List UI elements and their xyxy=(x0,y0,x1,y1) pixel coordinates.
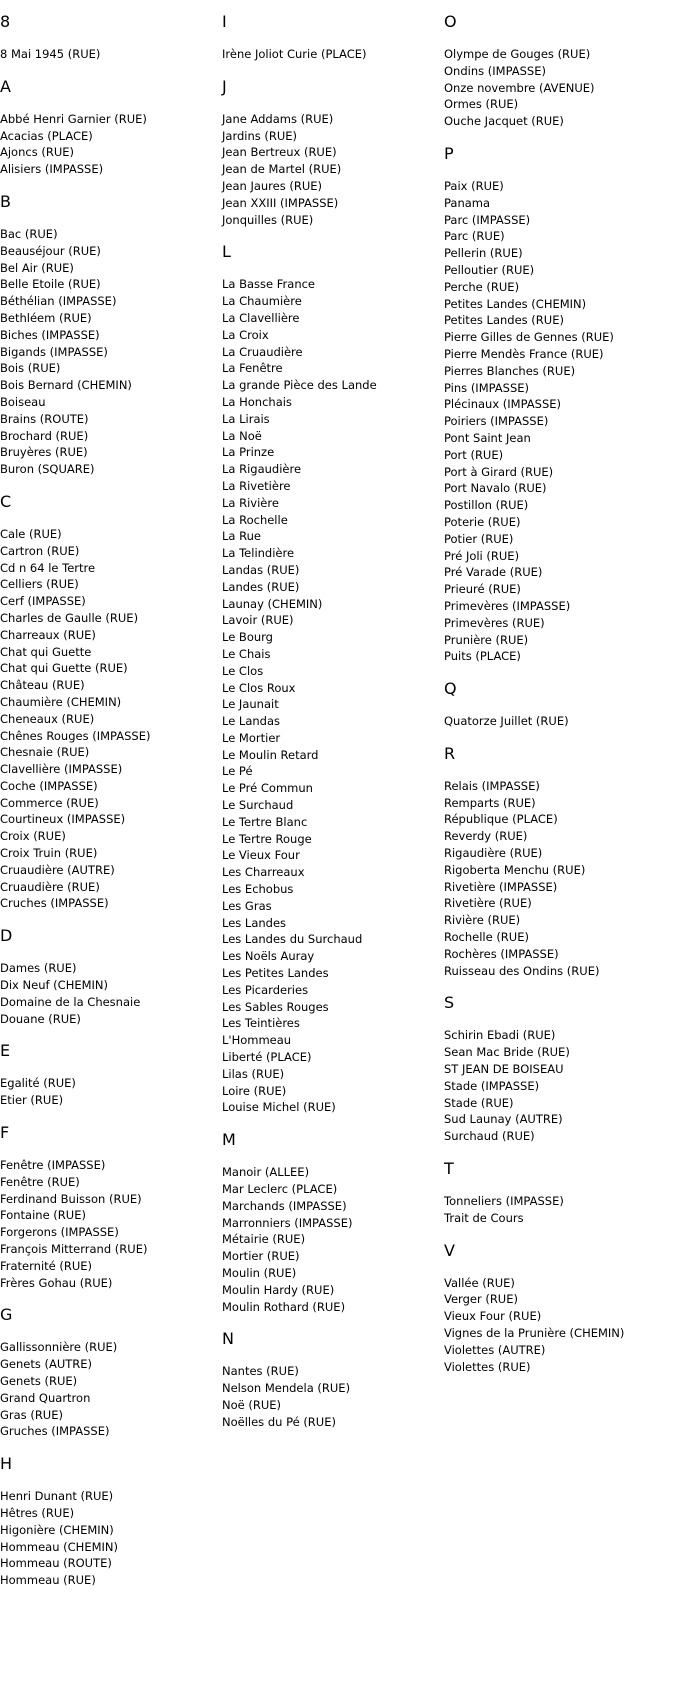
street-name: Pins (IMPASSE) xyxy=(444,380,530,395)
street-name: Puits (PLACE) xyxy=(444,649,521,664)
street-name: Croix Truin (RUE) xyxy=(0,846,98,861)
street-name: Moulin (RUE) xyxy=(222,1266,297,1280)
street-list xyxy=(0,1075,215,1109)
street-name: Moulin Rothard (RUE) xyxy=(222,1299,346,1314)
street-name: Brochard (RUE) xyxy=(0,428,89,443)
street-name: Tonneliers (IMPASSE) xyxy=(444,1194,564,1209)
street-name: Cruaudière (AUTRE) xyxy=(0,862,115,877)
street-name: Gallissonnière (RUE) xyxy=(0,1340,118,1355)
street-name: Charreaux (RUE) xyxy=(0,627,96,642)
street-list xyxy=(222,111,437,229)
street-name: Abbé Henri Garnier (RUE) xyxy=(0,111,147,126)
street-name: Le Tertre Blanc xyxy=(222,814,308,829)
street-name: Cerf (IMPASSE) xyxy=(0,594,86,609)
street-name: Nantes (RUE) xyxy=(222,1364,299,1379)
street-name: Ormes (RUE) xyxy=(444,97,519,112)
letter-section xyxy=(0,1041,215,1109)
section-letter-heading: B xyxy=(0,191,11,211)
street-name: Le Moulin Retard xyxy=(222,747,319,762)
street-name: Les Gras xyxy=(222,898,272,913)
street-name: La Rigaudière xyxy=(222,462,302,477)
street-name: La Rivetière xyxy=(222,478,291,493)
street-name: Petites Landes (CHEMIN) xyxy=(444,296,587,311)
street-name: La Honchais xyxy=(222,394,292,409)
street-name: Violettes (RUE) xyxy=(444,1359,531,1374)
street-name: Launay (CHEMIN) xyxy=(222,596,323,611)
street-name: Le Clos xyxy=(222,663,264,678)
section-letter-heading: E xyxy=(0,1041,11,1061)
street-name: La Chaumière xyxy=(222,294,302,309)
street-name: Les Landes du Surchaud xyxy=(222,932,363,947)
street-list xyxy=(222,46,437,63)
street-name: Jardins (RUE) xyxy=(222,128,298,143)
street-name: Chesnaie (RUE) xyxy=(0,745,90,760)
street-list xyxy=(222,276,437,1116)
street-list xyxy=(444,46,659,130)
street-name: Quatorze Juillet (RUE) xyxy=(444,714,569,729)
street-name: Marronniers (IMPASSE) xyxy=(222,1215,353,1230)
street-name: La Fenêtre xyxy=(222,361,283,376)
street-name: Rigaudière (RUE) xyxy=(444,846,543,861)
street-name: La Rochelle xyxy=(222,512,288,527)
street-name: La grande Pièce des Lande xyxy=(222,378,377,393)
street-name: Cale (RUE) xyxy=(0,526,62,541)
street-name: Pierre Mendès France (RUE) xyxy=(444,346,604,361)
street-name: Cruaudière (RUE) xyxy=(0,879,100,894)
section-letter-heading: V xyxy=(444,1240,455,1260)
street-name: Bois (RUE) xyxy=(0,361,61,376)
street-name: Cd n 64 le Tertre xyxy=(0,560,96,575)
letter-section xyxy=(444,679,659,730)
street-name: Cruches (IMPASSE) xyxy=(0,896,109,911)
street-name: Jane Addams (RUE) xyxy=(222,111,334,126)
street-name: Les Charreaux xyxy=(222,865,305,880)
street-name: Jean Bertreux (RUE) xyxy=(222,145,337,160)
letter-section xyxy=(444,1159,659,1227)
letter-section xyxy=(222,1130,437,1315)
street-name: La Croix xyxy=(222,327,269,342)
street-name: Jean XXIII (IMPASSE) xyxy=(222,195,339,210)
street-name: Ferdinand Buisson (RUE) xyxy=(0,1191,142,1206)
street-name: Ajoncs (RUE) xyxy=(0,145,75,160)
section-letter-heading: O xyxy=(444,12,457,31)
street-name: Liberté (PLACE) xyxy=(222,1050,312,1065)
street-name: Le Jaunait xyxy=(222,697,279,712)
street-name: Rivetière (RUE) xyxy=(444,896,532,911)
street-name: Lavoir (RUE) xyxy=(222,613,294,628)
street-name: Acacias (PLACE) xyxy=(0,128,93,143)
street-name: L'Hommeau xyxy=(222,1033,292,1048)
street-name: Trait de Cours xyxy=(444,1210,524,1225)
street-name: Pont Saint Jean xyxy=(444,430,531,445)
street-name: Jean Jaures (RUE) xyxy=(222,178,323,193)
street-name: Clavellière (IMPASSE) xyxy=(0,762,123,777)
street-name: Rigoberta Menchu (RUE) xyxy=(444,862,586,877)
letter-section xyxy=(444,993,659,1145)
letter-section xyxy=(0,192,215,478)
street-name: Bois Bernard (CHEMIN) xyxy=(0,378,132,393)
street-name: Croix (RUE) xyxy=(0,829,66,844)
section-letter-heading: 8 xyxy=(0,12,11,31)
street-name: Primevères (IMPASSE) xyxy=(444,598,571,613)
street-name: Egalité (RUE) xyxy=(0,1076,76,1091)
street-name: Pierre Gilles de Gennes (RUE) xyxy=(444,330,614,345)
street-name: Surchaud (RUE) xyxy=(444,1129,535,1144)
street-name: La Noë xyxy=(222,428,262,443)
street-name: Grand Quartron xyxy=(0,1390,91,1405)
street-name: Schirin Ebadi (RUE) xyxy=(444,1028,556,1043)
street-name: Mortier (RUE) xyxy=(222,1249,300,1264)
street-name: Poterie (RUE) xyxy=(444,514,521,529)
street-name: République (PLACE) xyxy=(444,812,558,827)
street-list xyxy=(444,1275,659,1376)
street-name: Gras (RUE) xyxy=(0,1407,63,1422)
column-1 xyxy=(0,0,215,1603)
street-name: Domaine de la Chesnaie xyxy=(0,994,141,1009)
street-name: Dames (RUE) xyxy=(0,961,77,976)
street-name: Frères Gohau (RUE) xyxy=(0,1275,113,1290)
section-letter-heading: H xyxy=(0,1454,13,1474)
street-name: Fraternité (RUE) xyxy=(0,1258,93,1273)
street-name: Loire (RUE) xyxy=(222,1083,287,1098)
street-name: Bigands (IMPASSE) xyxy=(0,344,108,359)
street-name: Petites Landes (RUE) xyxy=(444,313,564,328)
street-name: Chat qui Guette xyxy=(0,644,92,659)
street-name: Les Landes xyxy=(222,915,287,930)
column-3 xyxy=(444,0,659,1389)
street-name: Hêtres (RUE) xyxy=(0,1506,75,1520)
street-name: Rivetière (IMPASSE) xyxy=(444,879,558,894)
street-list xyxy=(0,960,215,1027)
street-name: Relais (IMPASSE) xyxy=(444,778,540,793)
street-name: Dix Neuf (CHEMIN) xyxy=(0,978,109,993)
section-letter-heading: F xyxy=(0,1123,10,1143)
street-name: Sean Mac Bride (RUE) xyxy=(444,1045,570,1060)
street-name: Hommeau (RUE) xyxy=(0,1573,96,1588)
letter-section xyxy=(444,1241,659,1376)
street-name: Primevères (RUE) xyxy=(444,615,545,630)
section-letter-heading: G xyxy=(0,1305,13,1325)
street-list xyxy=(444,1193,659,1227)
street-name: Courtineux (IMPASSE) xyxy=(0,812,126,827)
street-name: Remparts (RUE) xyxy=(444,795,536,810)
street-name: Le Chais xyxy=(222,646,271,661)
street-name: Paix (RUE) xyxy=(444,178,504,193)
street-name: Potier (RUE) xyxy=(444,531,514,546)
street-name: Bac (RUE) xyxy=(0,226,58,241)
letter-section xyxy=(444,144,659,665)
street-name: Les Picarderies xyxy=(222,982,309,997)
street-name: Ondins (IMPASSE) xyxy=(444,63,546,78)
street-name: Genets (RUE) xyxy=(0,1374,78,1389)
street-name: 8 Mai 1945 (RUE) xyxy=(0,47,101,61)
section-letter-heading: S xyxy=(444,993,455,1013)
street-name: La Rue xyxy=(222,529,261,544)
street-name: Noëlles du Pé (RUE) xyxy=(222,1414,336,1429)
street-name: Vignes de la Prunière (CHEMIN) xyxy=(444,1326,625,1341)
street-name: Le Landas xyxy=(222,714,281,729)
street-name: Rochelle (RUE) xyxy=(444,930,529,945)
street-list xyxy=(0,46,215,63)
street-name: Poiriers (IMPASSE) xyxy=(444,414,549,429)
street-name: Port à Girard (RUE) xyxy=(444,464,554,479)
street-name: Béthélian (IMPASSE) xyxy=(0,294,117,309)
street-name: Verger (RUE) xyxy=(444,1292,518,1307)
street-name: Pré Joli (RUE) xyxy=(444,548,520,563)
street-list xyxy=(0,1339,215,1440)
street-name: Port (RUE) xyxy=(444,447,504,462)
letter-section xyxy=(0,77,215,178)
letter-section xyxy=(222,77,437,229)
section-letter-heading: T xyxy=(444,1159,454,1179)
street-name: Genets (AUTRE) xyxy=(0,1357,93,1372)
letter-section xyxy=(444,744,659,980)
street-name: Celliers (RUE) xyxy=(0,577,79,592)
street-list xyxy=(0,226,215,478)
street-name: Chênes Rouges (IMPASSE) xyxy=(0,728,151,743)
street-name: Pellerin (RUE) xyxy=(444,246,523,261)
street-name: Les Teintières xyxy=(222,1016,300,1031)
street-list xyxy=(0,111,215,178)
street-name: La Prinze xyxy=(222,445,275,460)
street-name: Postillon (RUE) xyxy=(444,498,529,513)
street-name: Buron (SQUARE) xyxy=(0,462,95,477)
street-name: Les Petites Landes xyxy=(222,966,329,981)
street-name: Fenêtre (RUE) xyxy=(0,1174,80,1189)
street-name: Forgerons (IMPASSE) xyxy=(0,1225,119,1240)
street-name: Lilas (RUE) xyxy=(222,1066,285,1081)
street-list xyxy=(222,1164,437,1315)
street-name: Reverdy (RUE) xyxy=(444,829,528,844)
letter-section xyxy=(222,1329,437,1430)
street-name: Panama xyxy=(444,195,491,210)
street-name: La Rivière xyxy=(222,495,279,510)
street-name: Hommeau (ROUTE) xyxy=(0,1556,112,1571)
street-list xyxy=(444,1027,659,1145)
street-name: Ruisseau des Ondins (RUE) xyxy=(444,963,600,978)
street-name: Marchands (IMPASSE) xyxy=(222,1198,347,1213)
street-name: Perche (RUE) xyxy=(444,279,520,294)
street-name: Le Bourg xyxy=(222,630,273,645)
street-name: Sud Launay (AUTRE) xyxy=(444,1112,563,1127)
section-letter-heading: L xyxy=(222,242,231,262)
street-name: Fenêtre (IMPASSE) xyxy=(0,1158,106,1173)
letter-section xyxy=(222,12,437,63)
letter-section xyxy=(0,1454,215,1589)
street-name: Rochères (IMPASSE) xyxy=(444,946,559,961)
street-name: La Cruaudière xyxy=(222,344,303,359)
letter-section xyxy=(444,12,659,130)
street-name: Plécinaux (IMPASSE) xyxy=(444,397,562,412)
street-name: Beauséjour (RUE) xyxy=(0,243,101,258)
street-name: ST JEAN DE BOISEAU xyxy=(444,1062,564,1077)
street-list xyxy=(444,713,659,730)
street-name: Hommeau (CHEMIN) xyxy=(0,1539,118,1554)
street-name: Gruches (IMPASSE) xyxy=(0,1424,110,1439)
section-letter-heading: N xyxy=(222,1329,234,1349)
street-name: La Lirais xyxy=(222,411,270,426)
street-name: François Mitterrand (RUE) xyxy=(0,1242,148,1257)
street-name: Jean de Martel (RUE) xyxy=(222,162,342,177)
street-name: Noë (RUE) xyxy=(222,1397,282,1412)
street-name: Pierres Blanches (RUE) xyxy=(444,363,576,378)
street-name: Pelloutier (RUE) xyxy=(444,262,535,277)
street-name: Irène Joliot Curie (PLACE) xyxy=(222,47,367,61)
street-name: Jonquilles (RUE) xyxy=(222,212,314,227)
street-name: Manoir (ALLEE) xyxy=(222,1165,310,1180)
street-name: Biches (IMPASSE) xyxy=(0,327,100,342)
street-name: Le Clos Roux xyxy=(222,680,296,695)
street-name: La Basse France xyxy=(222,277,315,292)
street-name: Cheneaux (RUE) xyxy=(0,711,95,726)
street-name: Brains (ROUTE) xyxy=(0,411,89,426)
letter-section xyxy=(0,12,215,63)
street-list xyxy=(0,1157,215,1291)
street-name: Landas (RUE) xyxy=(222,562,300,577)
street-name: Le Pé xyxy=(222,764,253,779)
street-name: La Telindière xyxy=(222,546,295,561)
street-name: Vallée (RUE) xyxy=(444,1275,515,1290)
street-name: Vieux Four (RUE) xyxy=(444,1309,542,1324)
street-name: Le Pré Commun xyxy=(222,781,313,796)
street-name: Boiseau xyxy=(0,394,46,409)
street-name: Stade (IMPASSE) xyxy=(444,1078,540,1093)
street-list xyxy=(0,526,215,912)
street-name: Commerce (RUE) xyxy=(0,795,99,810)
street-name: Parc (RUE) xyxy=(444,229,505,244)
section-letter-heading: R xyxy=(444,743,456,763)
street-name: Olympe de Gouges (RUE) xyxy=(444,47,591,61)
street-name: Higonière (CHEMIN) xyxy=(0,1522,114,1537)
section-letter-heading: A xyxy=(0,76,11,96)
street-name: Landes (RUE) xyxy=(222,579,300,594)
section-letter-heading: J xyxy=(222,76,227,96)
street-name: Château (RUE) xyxy=(0,678,85,693)
street-name: Prunière (RUE) xyxy=(444,632,529,647)
street-name: La Clavellière xyxy=(222,310,300,325)
letter-section xyxy=(0,1123,215,1291)
section-letter-heading: Q xyxy=(444,679,457,699)
street-name: Pré Varade (RUE) xyxy=(444,565,543,580)
street-name: Les Noëls Auray xyxy=(222,949,315,964)
street-name: Etier (RUE) xyxy=(0,1093,64,1108)
street-name: Prieuré (RUE) xyxy=(444,582,521,597)
street-list xyxy=(444,778,659,980)
street-name: Coche (IMPASSE) xyxy=(0,778,98,793)
street-list xyxy=(222,1363,437,1430)
street-name: Fontaine (RUE) xyxy=(0,1208,86,1223)
street-name: Nelson Mendela (RUE) xyxy=(222,1381,351,1396)
street-name: Stade (RUE) xyxy=(444,1095,514,1110)
street-name: Mar Leclerc (PLACE) xyxy=(222,1182,338,1197)
street-name: Belle Etoile (RUE) xyxy=(0,277,101,292)
street-name: Ouche Jacquet (RUE) xyxy=(444,114,564,129)
street-name: Chat qui Guette (RUE) xyxy=(0,661,128,676)
street-list xyxy=(0,1488,215,1589)
section-letter-heading: P xyxy=(444,143,454,163)
letter-section xyxy=(0,926,215,1027)
street-name: Les Echobus xyxy=(222,882,294,897)
street-name: Bruyères (RUE) xyxy=(0,445,88,460)
section-letter-heading: C xyxy=(0,491,12,511)
street-name: Parc (IMPASSE) xyxy=(444,212,531,227)
street-name: Violettes (AUTRE) xyxy=(444,1342,546,1357)
letter-section xyxy=(222,242,437,1116)
section-letter-heading: D xyxy=(0,926,13,946)
street-name: Port Navalo (RUE) xyxy=(444,481,547,496)
street-list xyxy=(444,178,659,665)
street-name: Métairie (RUE) xyxy=(222,1232,306,1247)
street-name: Alisiers (IMPASSE) xyxy=(0,162,104,177)
street-name: Cartron (RUE) xyxy=(0,543,80,558)
section-letter-heading: M xyxy=(222,1130,236,1150)
street-name: Louise Michel (RUE) xyxy=(222,1100,336,1115)
street-name: Henri Dunant (RUE) xyxy=(0,1489,114,1504)
street-name: Chaumière (CHEMIN) xyxy=(0,694,122,709)
letter-section xyxy=(0,1305,215,1440)
street-name: Les Sables Rouges xyxy=(222,999,329,1014)
street-name: Charles de Gaulle (RUE) xyxy=(0,610,139,625)
street-name: Bethléem (RUE) xyxy=(0,310,92,325)
street-name: Bel Air (RUE) xyxy=(0,260,74,275)
street-name: Le Surchaud xyxy=(222,798,294,813)
street-name: Le Tertre Rouge xyxy=(222,831,312,846)
column-2 xyxy=(222,0,437,1445)
street-name: Le Mortier xyxy=(222,730,281,745)
street-name: Rivière (RUE) xyxy=(444,913,521,928)
street-name: Le Vieux Four xyxy=(222,848,300,863)
street-name: Onze novembre (AVENUE) xyxy=(444,80,595,95)
letter-section xyxy=(0,492,215,912)
section-letter-heading: I xyxy=(222,12,227,31)
street-name: Douane (RUE) xyxy=(0,1011,81,1026)
street-name: Moulin Hardy (RUE) xyxy=(222,1282,335,1297)
